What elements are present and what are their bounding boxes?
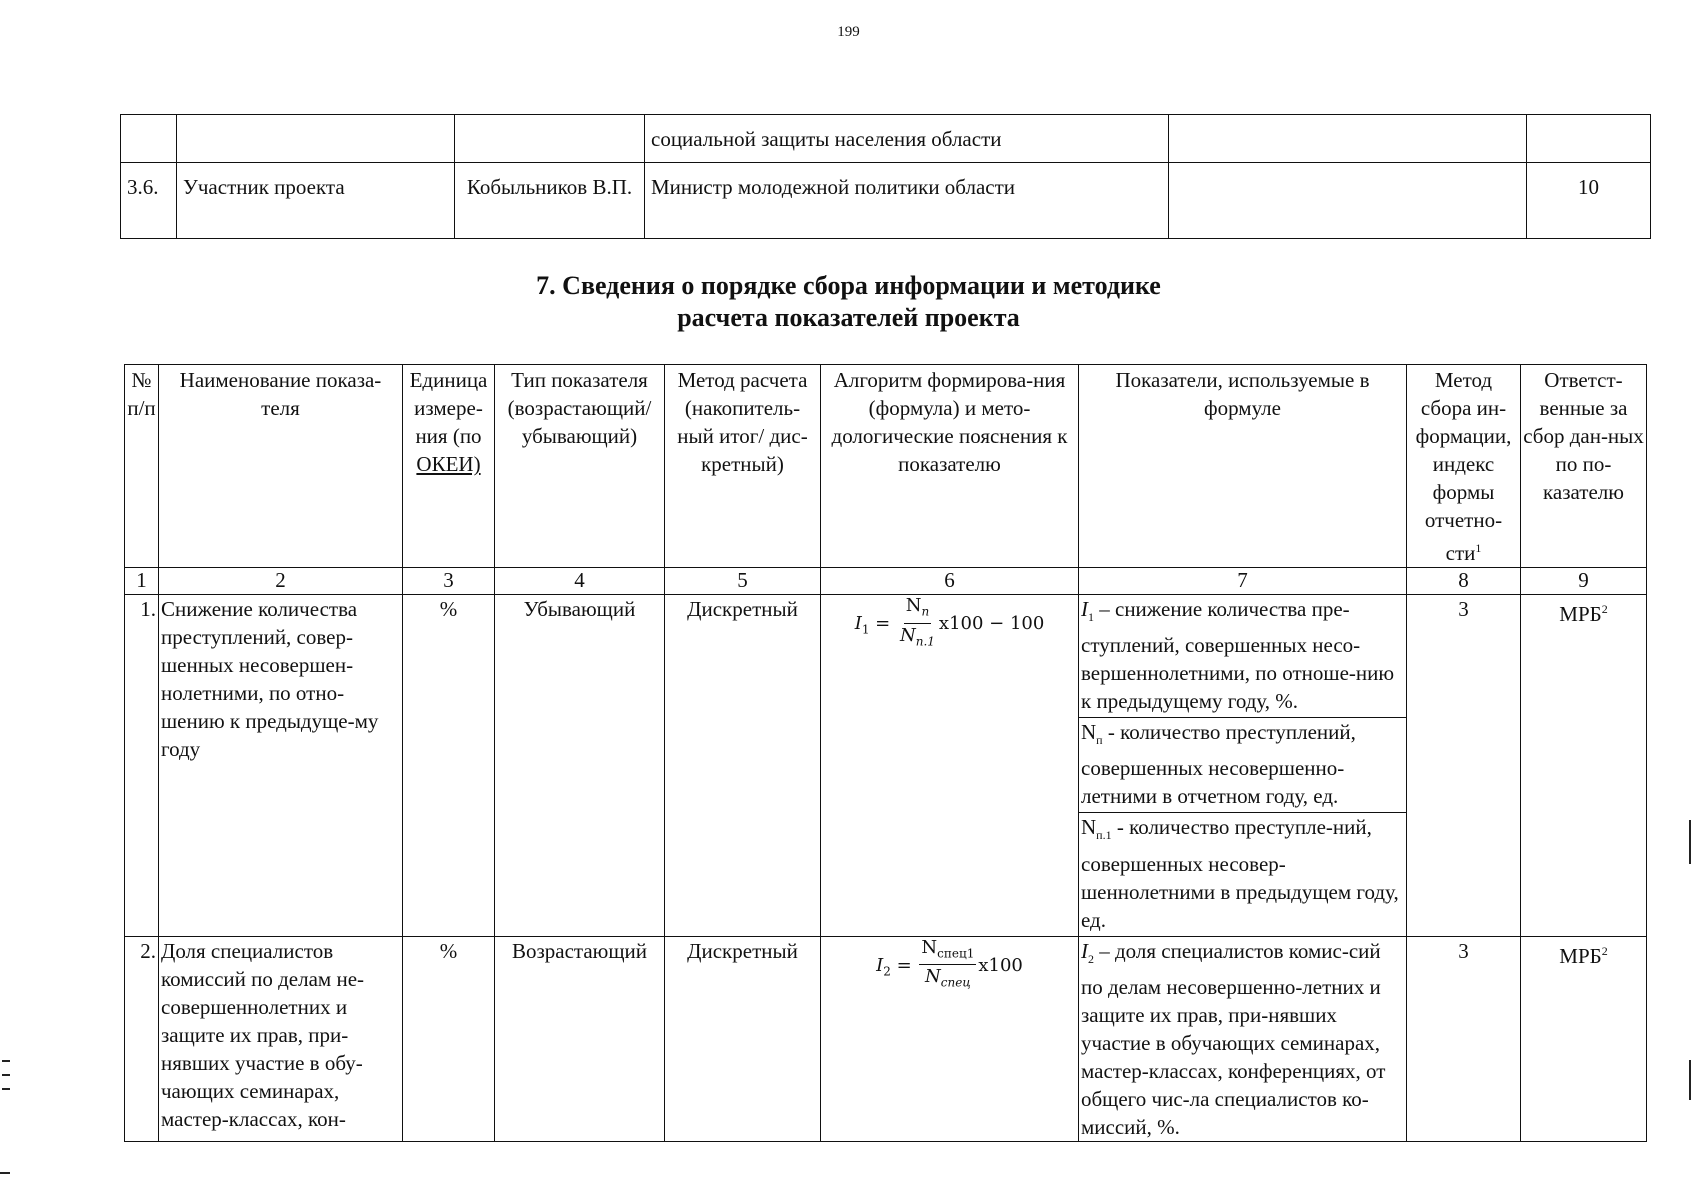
header-unit-text: Единица измере-ния (по: [409, 368, 488, 448]
responsible-cell: [1521, 936, 1647, 1141]
formula-lhs: I: [876, 954, 884, 976]
numerator-sub: n: [921, 604, 930, 619]
section-title-line-1: 7. Сведения о порядке сбора информации и методике: [536, 271, 1161, 300]
formula-numerator: [919, 937, 976, 966]
formula-lhs-sub: 2: [883, 964, 891, 979]
indicator-definition: [1079, 813, 1406, 935]
scan-edge-mark: [2, 1074, 10, 1076]
formula-lhs: I: [854, 613, 862, 635]
indicator-definition: [1079, 595, 1406, 718]
position-cell: Министр молодежной политики области: [645, 163, 1169, 239]
indicators-methodology-table: [124, 364, 1647, 1142]
column-number: 9: [1521, 568, 1647, 595]
scan-edge-mark: [1689, 1060, 1691, 1100]
formula-indicators: [1079, 595, 1407, 937]
section-title: [0, 270, 1697, 334]
responsible-text: МРБ: [1559, 602, 1602, 626]
footnote-marker: 2: [1601, 602, 1608, 616]
indicator-symbol-sub: п.1: [1096, 828, 1112, 843]
indicator-symbol-sub: п: [1096, 733, 1103, 748]
employment-cell: 10: [1527, 163, 1651, 239]
indicator-type: Убывающий: [495, 595, 665, 937]
formula-indicators: [1079, 936, 1407, 1141]
calc-method: Дискретный: [665, 595, 821, 937]
indicator-text: - количество преступлений, совершенных несовершенно-летними в отчетном году, ед.: [1081, 720, 1356, 809]
table-row: [121, 163, 1651, 239]
header-formula-indicators: Показатели, используемые в формуле: [1079, 365, 1407, 568]
okei-link: ОКЕИ): [416, 452, 481, 476]
header-number: № п/п: [125, 365, 159, 568]
indicator-type: Возрастающий: [495, 936, 665, 1141]
indicator-symbol-sub: 1: [1088, 610, 1094, 625]
table-cell: [177, 115, 455, 163]
column-number: 7: [1079, 568, 1407, 595]
indicator-symbol: N: [1081, 815, 1097, 840]
formula-tail: х100: [978, 954, 1023, 976]
header-algorithm: Алгоритм формирова-ния (формула) и мето-дологические пояснения к показателю: [821, 365, 1079, 568]
numerator-symbol: N: [905, 595, 922, 616]
responsible-cell: [1521, 595, 1647, 937]
scan-edge-mark: [2, 1060, 10, 1062]
table-row: [125, 595, 1647, 937]
formula-numerator: [904, 595, 931, 624]
table-cell: [121, 115, 177, 163]
header-collection-text: Метод сбора ин-формации, индекс формы отчетно-сти: [1415, 368, 1512, 565]
table-row: [121, 115, 1651, 163]
unit-cell: %: [403, 936, 495, 1141]
role-cell: Участник проекта: [177, 163, 455, 239]
calc-method: Дискретный: [665, 936, 821, 1141]
indicator-definition: [1081, 937, 1404, 1141]
denominator-sub: п.1: [915, 634, 935, 649]
scan-edge-mark: [1689, 820, 1691, 864]
indicator-name: Снижение количества преступлений, совер-шенных несовершен-нолетними, по отно-шению к предыдуще-му году: [159, 595, 403, 937]
indicator-definition: [1079, 718, 1406, 813]
collection-method: 3: [1407, 936, 1521, 1141]
footnote-marker: 1: [1475, 541, 1482, 555]
indicator-text: – снижение количества пре-ступлений, совершенных несо-вершеннолетними, по отноше-нию к предыдущему году, %.: [1081, 597, 1395, 714]
header-collection-method: [1407, 365, 1521, 568]
header-indicator-type: Тип показателя (возрастающий/ убывающий): [495, 365, 665, 568]
indicator-symbol: N: [1081, 720, 1097, 745]
numerator-symbol: N: [921, 936, 938, 958]
numerator-sub: спец1: [937, 946, 975, 961]
responsible-text: МРБ: [1559, 943, 1602, 968]
column-number: 5: [665, 568, 821, 595]
indicator-text: – доля специалистов комис-сий по делам несовершенно-летних и защите их прав, при-нявших участие в обучающих семинарах, мастер-классах, конференциях, от общего чис-ла специалистов ко-миссий, %.: [1081, 938, 1386, 1139]
header-indicator-name: Наименование показа-теля: [159, 365, 403, 568]
formula-cell: $I_2$ = $\frac{N_{спец1}}{N_{спец}}$ х100: [821, 936, 1079, 1141]
table-cell: социальной защиты населения области: [645, 115, 1169, 163]
formula-fraction: [898, 595, 937, 653]
column-number: 6: [821, 568, 1079, 595]
formula-denominator: [898, 624, 937, 654]
previous-section-table: [120, 114, 1651, 239]
table-cell: [1527, 115, 1651, 163]
column-number: 4: [495, 568, 665, 595]
row-number: 2.: [125, 936, 159, 1141]
table-cell: [455, 115, 645, 163]
column-number: 3: [403, 568, 495, 595]
formula-tail: х100 − 100: [938, 613, 1045, 635]
column-number: 2: [159, 568, 403, 595]
header-responsible: Ответст-венные за сбор дан-ных по по-казателю: [1521, 365, 1647, 568]
denominator-symbol: N: [899, 624, 916, 646]
collection-method: 3: [1407, 595, 1521, 937]
column-number: 1: [125, 568, 159, 595]
person-name-cell: Кобыльников В.П.: [455, 163, 645, 239]
row-number: 1.: [125, 595, 159, 937]
table-row: [125, 936, 1647, 1141]
formula-fraction: [919, 937, 976, 995]
denominator-symbol: N: [925, 966, 941, 988]
denominator-sub: спец: [940, 975, 971, 990]
table-cell: [1169, 115, 1527, 163]
indicator-text: - количество преступле-ний, совершенных несовер-шеннолетними в предыдущем году, ед.: [1081, 815, 1399, 932]
scan-edge-mark: [2, 1088, 10, 1090]
section-title-line-2: расчета показателей проекта: [677, 303, 1020, 332]
row-number: 3.6.: [121, 163, 177, 239]
indicator-symbol: I: [1081, 597, 1088, 621]
column-number-row: [125, 568, 1647, 595]
indicator-name: Доля специалистов комиссий по делам не-совершеннолетних и защите их прав, при-нявших участие в обу-чающих семинарах, мастер-классах, кон-: [159, 936, 403, 1141]
indicator-symbol: I: [1081, 938, 1088, 963]
formula-cell: $I_1$ = $\frac{N_n}{N_{п.1}}$ х100 − 100: [821, 595, 1079, 937]
scan-edge-mark: [0, 1172, 10, 1174]
unit-cell: %: [403, 595, 495, 937]
formula-denominator: [923, 965, 973, 995]
header-calc-method: Метод расчета (накопитель-ный итог/ дис-кретный): [665, 365, 821, 568]
column-number: 8: [1407, 568, 1521, 595]
table-cell: [1169, 163, 1527, 239]
header-row: [125, 365, 1647, 568]
formula-lhs-sub: 1: [861, 622, 870, 637]
footnote-marker: 2: [1601, 943, 1608, 958]
header-unit: [403, 365, 495, 568]
indicator-symbol-sub: 2: [1088, 951, 1094, 966]
page-number: 199: [837, 24, 860, 40]
